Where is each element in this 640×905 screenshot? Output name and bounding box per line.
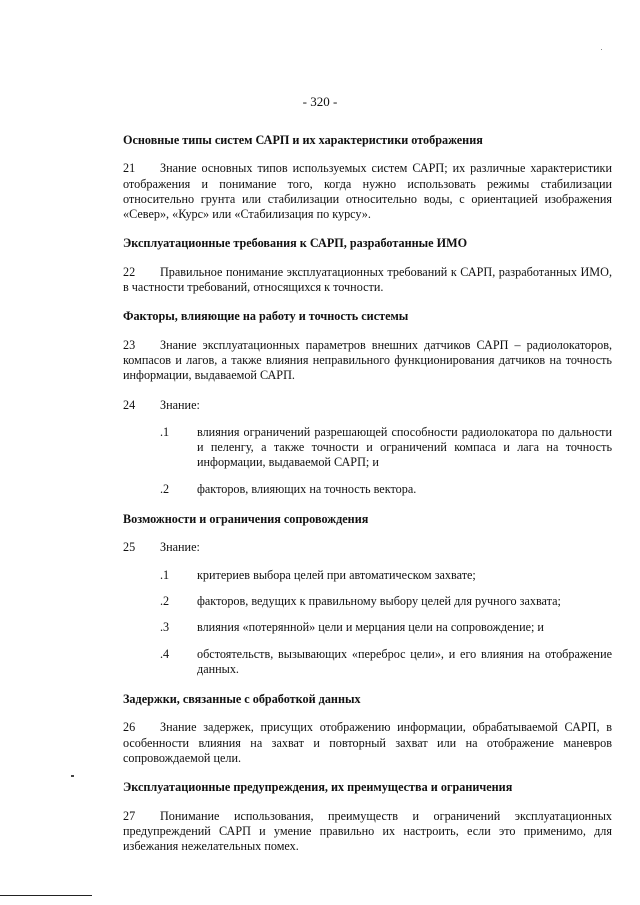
scan-speck bbox=[601, 49, 602, 50]
paragraph-intro: Знание: bbox=[160, 397, 200, 412]
section-heading: Эксплуатационные предупреждения, их преимущества и ограничения bbox=[123, 780, 513, 795]
subitem bbox=[123, 482, 612, 497]
subitem-number: .3 bbox=[160, 620, 170, 635]
paragraph-number: 22 bbox=[123, 264, 136, 279]
paragraph-25 bbox=[123, 540, 612, 555]
paragraph-number: 25 bbox=[123, 540, 136, 555]
section-heading: Факторы, влияющие на работу и точность системы bbox=[123, 309, 409, 324]
margin-tick bbox=[71, 775, 74, 777]
paragraph-number: 26 bbox=[123, 720, 136, 735]
subitem bbox=[123, 647, 612, 678]
section-heading: Эксплуатационные требования к САРП, разработанные ИМО bbox=[123, 236, 468, 251]
paragraph-text: Знание эксплуатационных параметров внешних датчиков САРП – радиолокаторов, компасов и лагов, а также влияния неправильного функционирования датчиков на точность информации, выдаваемой САРП. bbox=[123, 337, 612, 383]
paragraph-text: Знание основных типов используемых систем САРП; их различные характеристики отображения и понимание того, когда нужно использовать режимы стабилизации относительно грунта или стабилизации относительно воды, с ориентацией изображения «Север», «Курс» или «Стабилизация по курсу». bbox=[123, 161, 612, 222]
subitem-text: критериев выбора целей при автоматическом захвате; bbox=[197, 567, 476, 582]
subitem-number: .1 bbox=[160, 424, 170, 439]
subitem bbox=[123, 620, 612, 635]
subitem bbox=[123, 594, 612, 609]
paragraph-26 bbox=[123, 720, 612, 766]
footnote-rule bbox=[0, 895, 92, 896]
paragraph-text: Правильное понимание эксплуатационных требований к САРП, разработанных ИМО, в частности требований, относящихся к точности. bbox=[123, 264, 612, 295]
subitem-text: влияния ограничений разрешающей способности радиолокатора по дальности и пеленгу, а также точности и ограничений компаса и лага на точность информации, выдаваемой САРП; и bbox=[197, 424, 612, 470]
paragraph-number: 23 bbox=[123, 337, 136, 352]
paragraph-number: 21 bbox=[123, 161, 136, 176]
paragraph-intro: Знание: bbox=[160, 540, 200, 555]
subitem-number: .2 bbox=[160, 593, 170, 608]
subitem-text: факторов, ведущих к правильному выбору целей для ручного захвата; bbox=[197, 593, 561, 608]
subitem-number: .1 bbox=[160, 567, 170, 582]
subitem bbox=[123, 568, 612, 583]
paragraph-24 bbox=[123, 398, 612, 413]
subitem-text: обстоятельств, вызывающих «переброс цели», и его влияния на отображение данных. bbox=[197, 646, 612, 676]
section-heading: Возможности и ограничения сопровождения bbox=[123, 512, 369, 527]
subitem-number: .4 bbox=[160, 646, 170, 661]
subitem-text: факторов, влияющих на точность вектора. bbox=[197, 481, 417, 496]
paragraph-number: 24 bbox=[123, 397, 136, 412]
paragraph-21 bbox=[123, 161, 612, 222]
subitem bbox=[123, 425, 612, 471]
page-content bbox=[123, 133, 612, 869]
page-number: - 320 - bbox=[302, 94, 338, 109]
subitem-text: влияния «потерянной» цели и мерцания цели на сопровождение; и bbox=[197, 620, 544, 635]
section-heading: Основные типы систем САРП и их характеристики отображения bbox=[123, 133, 483, 147]
subitem-number: .2 bbox=[160, 481, 170, 496]
paragraph-text: Понимание использования, преимуществ и ограничений эксплуатационных предупреждений САРП и умение правильно их настроить, если это применимо, для избежания нежелательных помех. bbox=[123, 808, 612, 854]
paragraph-text: Знание задержек, присущих отображению информации, обрабатываемой САРП, в особенности влияния на захват и повторный захват или на отображение маневров сопровождаемой цели. bbox=[123, 720, 612, 766]
paragraph-22 bbox=[123, 265, 612, 296]
paragraph-number: 27 bbox=[123, 808, 136, 823]
section-heading: Задержки, связанные с обработкой данных bbox=[123, 692, 361, 707]
paragraph-27 bbox=[123, 809, 612, 855]
paragraph-23 bbox=[123, 338, 612, 384]
